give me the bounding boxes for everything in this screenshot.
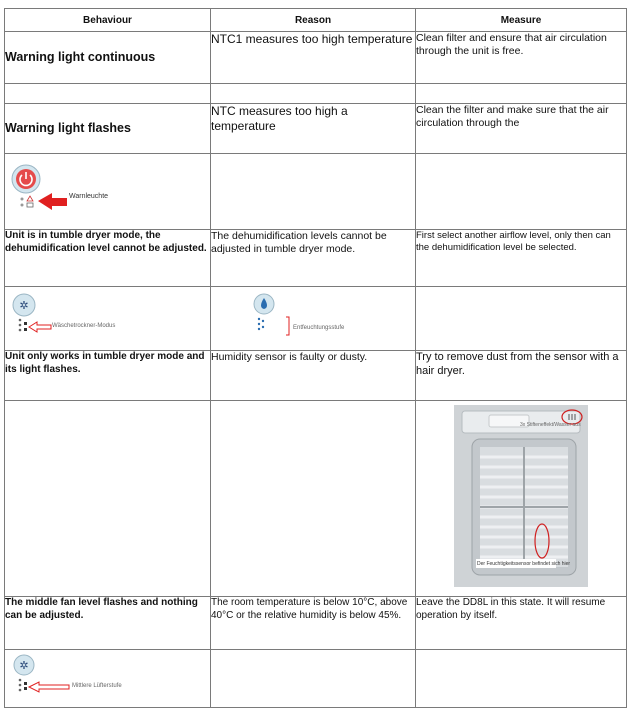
warning-light-illustration (5, 154, 210, 224)
measure-cell: Try to remove dust from the sensor with a hair dryer. (416, 351, 627, 401)
table-row (5, 230, 627, 287)
fan-icon: ✲ (19, 659, 29, 672)
fan-level-label: Mittlere Lüfterstufe (72, 683, 122, 689)
reason-cell: Humidity sensor is faulty or dusty. (211, 351, 416, 401)
fan-icon: ✲ (19, 299, 29, 312)
measure-cell: First select another airflow level, only then can the dehumidification level be selected. (416, 230, 627, 287)
header-measure: Measure (416, 9, 627, 32)
dryer-mode-label: Wäschetrockner-Modus (52, 323, 116, 329)
header-behaviour: Behaviour (5, 9, 211, 32)
troubleshooting-table (4, 8, 627, 708)
image-row (5, 154, 627, 230)
image-row (5, 401, 627, 597)
warning-label: Warnleuchte (69, 193, 109, 200)
dryer-mode-illustration (5, 287, 210, 345)
behaviour-cell: Warning light continuous (5, 32, 211, 84)
behaviour-cell: Unit is in tumble dryer mode, the dehumidification level cannot be adjusted. (5, 230, 211, 287)
header-reason: Reason (211, 9, 416, 32)
table-row (5, 597, 627, 650)
measure-cell: Clean filter and ensure that air circulation through the unit is free. (416, 32, 627, 84)
dehumidify-illustration (211, 287, 416, 345)
image-row (5, 650, 627, 708)
red-arrow (38, 193, 67, 210)
table-row (5, 32, 627, 84)
sensor-top-label: 3x Stifteneffekt/Wasser aus (520, 422, 581, 428)
table-row (5, 104, 627, 154)
dehumidify-label: Entfeuchtungsstufe (293, 325, 345, 331)
warning-icon (27, 196, 33, 201)
dehumidify-image (211, 287, 416, 351)
fan-level-image (5, 650, 211, 708)
dryer-mode-image (5, 287, 211, 351)
header-row (5, 9, 627, 32)
reason-cell: The room temperature is below 10°C, above 40°C or the relative humidity is below 45%. (211, 597, 416, 650)
warning-light-image (5, 154, 211, 230)
sensor-photo (416, 401, 627, 597)
behaviour-cell: Warning light flashes (5, 104, 211, 154)
spacer-row (5, 84, 627, 104)
arrow-outline (29, 322, 51, 332)
reason-cell: NTC1 measures too high temperature (211, 32, 416, 84)
table-row (5, 351, 627, 401)
fan-level-illustration (5, 650, 210, 702)
behaviour-cell: Unit only works in tumble dryer mode and its light flashes. (5, 351, 211, 401)
sensor-bottom-label: Der Feuchtigkeitssensor befindet sich hier (477, 561, 571, 567)
measure-cell: Leave the DD8L in this state. It will resume operation by itself. (416, 597, 627, 650)
image-row (5, 287, 627, 351)
behaviour-cell: The middle fan level flashes and nothing can be adjusted. (5, 597, 211, 650)
reason-cell: The dehumidification levels cannot be adjusted in tumble dryer mode. (211, 230, 416, 287)
measure-cell: Clean the filter and make sure that the air circulation through the (416, 104, 627, 154)
arrow-outline (29, 682, 69, 692)
reason-cell: NTC measures too high a temperature (211, 104, 416, 154)
